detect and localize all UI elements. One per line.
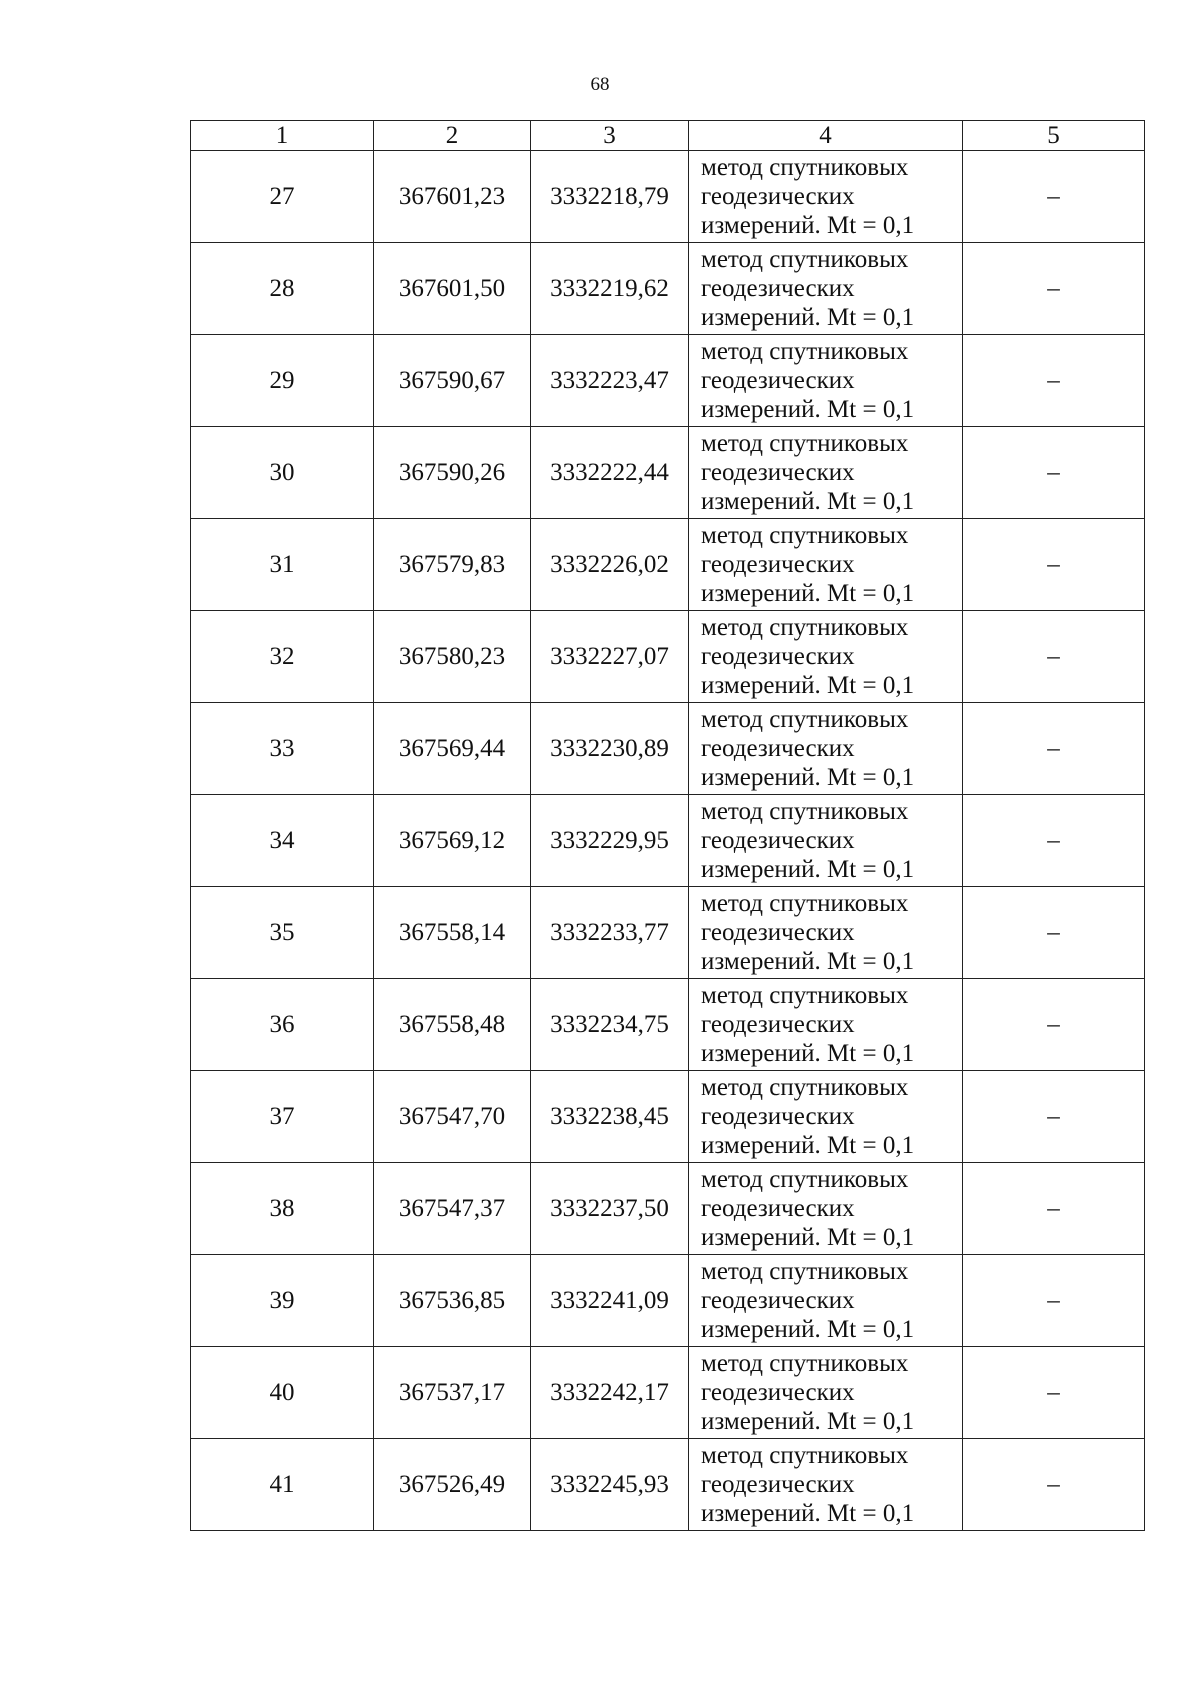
method-text-line: измерений. Mt = 0,1 <box>701 948 915 975</box>
method-text-line: измерений. Mt = 0,1 <box>701 580 915 607</box>
method-text-line: метод спутниковых <box>701 614 909 641</box>
table-row <box>191 979 1145 1071</box>
x-coordinate-cell: 367580,23 <box>374 611 531 703</box>
point-number-cell: 28 <box>191 243 374 335</box>
page-number: 68 <box>590 74 610 95</box>
x-coordinate-cell: 367537,17 <box>374 1347 531 1439</box>
method-text-line: метод спутниковых <box>701 1442 909 1469</box>
method-text-line: измерений. Mt = 0,1 <box>701 304 915 331</box>
table-row <box>191 1347 1145 1439</box>
point-number-cell: 40 <box>191 1347 374 1439</box>
table-row <box>191 1071 1145 1163</box>
y-coordinate-cell: 3332233,77 <box>531 887 689 979</box>
note-cell: – <box>963 795 1145 887</box>
method-text-line: измерений. Mt = 0,1 <box>701 1408 915 1435</box>
column-header-5: 5 <box>963 121 1145 151</box>
y-coordinate-cell: 3332229,95 <box>531 795 689 887</box>
y-coordinate-cell: 3332237,50 <box>531 1163 689 1255</box>
table-row <box>191 151 1145 243</box>
table-row <box>191 243 1145 335</box>
note-cell: – <box>963 519 1145 611</box>
column-header-3: 3 <box>531 121 689 151</box>
note-cell: – <box>963 1071 1145 1163</box>
table-row <box>191 703 1145 795</box>
x-coordinate-cell: 367569,12 <box>374 795 531 887</box>
point-number-cell: 34 <box>191 795 374 887</box>
point-number-cell: 30 <box>191 427 374 519</box>
note-cell: – <box>963 1439 1145 1531</box>
y-coordinate-cell: 3332230,89 <box>531 703 689 795</box>
x-coordinate-cell: 367590,26 <box>374 427 531 519</box>
method-text-line: метод спутниковых <box>701 1166 909 1193</box>
y-coordinate-cell: 3332219,62 <box>531 243 689 335</box>
note-cell: – <box>963 703 1145 795</box>
x-coordinate-cell: 367579,83 <box>374 519 531 611</box>
y-coordinate-cell: 3332218,79 <box>531 151 689 243</box>
table-row <box>191 1439 1145 1531</box>
method-text-line: метод спутниковых <box>701 154 909 181</box>
method-text-line: измерений. Mt = 0,1 <box>701 1500 915 1527</box>
method-cell <box>689 1347 963 1439</box>
method-text-line: метод спутниковых <box>701 1074 909 1101</box>
point-number-cell: 27 <box>191 151 374 243</box>
method-cell <box>689 1439 963 1531</box>
note-cell: – <box>963 427 1145 519</box>
point-number-cell: 33 <box>191 703 374 795</box>
y-coordinate-cell: 3332245,93 <box>531 1439 689 1531</box>
method-cell <box>689 427 963 519</box>
point-number-cell: 36 <box>191 979 374 1071</box>
table-row <box>191 795 1145 887</box>
method-cell <box>689 887 963 979</box>
column-header-1: 1 <box>191 121 374 151</box>
method-text-line: метод спутниковых <box>701 430 909 457</box>
method-text-line: геодезических <box>701 1011 855 1038</box>
method-text-line: измерений. Mt = 0,1 <box>701 1316 915 1343</box>
y-coordinate-cell: 3332223,47 <box>531 335 689 427</box>
note-cell: – <box>963 243 1145 335</box>
x-coordinate-cell: 367569,44 <box>374 703 531 795</box>
method-text-line: метод спутниковых <box>701 982 909 1009</box>
point-number-cell: 38 <box>191 1163 374 1255</box>
method-cell <box>689 979 963 1071</box>
method-text-line: метод спутниковых <box>701 798 909 825</box>
method-text-line: геодезических <box>701 1103 855 1130</box>
point-number-cell: 37 <box>191 1071 374 1163</box>
point-number-cell: 41 <box>191 1439 374 1531</box>
y-coordinate-cell: 3332226,02 <box>531 519 689 611</box>
point-number-cell: 32 <box>191 611 374 703</box>
y-coordinate-cell: 3332234,75 <box>531 979 689 1071</box>
method-cell <box>689 243 963 335</box>
note-cell: – <box>963 1255 1145 1347</box>
method-cell <box>689 1071 963 1163</box>
point-number-cell: 39 <box>191 1255 374 1347</box>
y-coordinate-cell: 3332222,44 <box>531 427 689 519</box>
method-text-line: измерений. Mt = 0,1 <box>701 764 915 791</box>
method-cell <box>689 151 963 243</box>
method-text-line: геодезических <box>701 275 855 302</box>
method-text-line: геодезических <box>701 827 855 854</box>
y-coordinate-cell: 3332242,17 <box>531 1347 689 1439</box>
method-text-line: геодезических <box>701 1471 855 1498</box>
point-number-cell: 29 <box>191 335 374 427</box>
method-text-line: геодезических <box>701 551 855 578</box>
method-text-line: метод спутниковых <box>701 890 909 917</box>
method-text-line: геодезических <box>701 1195 855 1222</box>
method-cell <box>689 1255 963 1347</box>
method-text-line: метод спутниковых <box>701 338 909 365</box>
method-text-line: метод спутниковых <box>701 1258 909 1285</box>
column-header-2: 2 <box>374 121 531 151</box>
method-text-line: измерений. Mt = 0,1 <box>701 1132 915 1159</box>
x-coordinate-cell: 367547,70 <box>374 1071 531 1163</box>
x-coordinate-cell: 367547,37 <box>374 1163 531 1255</box>
method-text-line: геодезических <box>701 643 855 670</box>
note-cell: – <box>963 335 1145 427</box>
note-cell: – <box>963 611 1145 703</box>
method-text-line: геодезических <box>701 1379 855 1406</box>
note-cell: – <box>963 979 1145 1071</box>
x-coordinate-cell: 367558,48 <box>374 979 531 1071</box>
point-number-cell: 31 <box>191 519 374 611</box>
table-row <box>191 427 1145 519</box>
method-text-line: метод спутниковых <box>701 706 909 733</box>
method-cell <box>689 611 963 703</box>
coordinates-table <box>190 120 1145 1531</box>
x-coordinate-cell: 367558,14 <box>374 887 531 979</box>
method-text-line: измерений. Mt = 0,1 <box>701 212 915 239</box>
table-row <box>191 519 1145 611</box>
method-cell <box>689 1163 963 1255</box>
method-cell <box>689 703 963 795</box>
x-coordinate-cell: 367590,67 <box>374 335 531 427</box>
method-text-line: метод спутниковых <box>701 1350 909 1377</box>
method-text-line: геодезических <box>701 459 855 486</box>
method-text-line: геодезических <box>701 735 855 762</box>
note-cell: – <box>963 1163 1145 1255</box>
method-text-line: метод спутниковых <box>701 246 909 273</box>
x-coordinate-cell: 367601,50 <box>374 243 531 335</box>
note-cell: – <box>963 887 1145 979</box>
method-text-line: измерений. Mt = 0,1 <box>701 1040 915 1067</box>
y-coordinate-cell: 3332227,07 <box>531 611 689 703</box>
table-row <box>191 1255 1145 1347</box>
table-row <box>191 335 1145 427</box>
method-text-line: измерений. Mt = 0,1 <box>701 1224 915 1251</box>
x-coordinate-cell: 367536,85 <box>374 1255 531 1347</box>
method-text-line: геодезических <box>701 183 855 210</box>
y-coordinate-cell: 3332238,45 <box>531 1071 689 1163</box>
method-text-line: измерений. Mt = 0,1 <box>701 488 915 515</box>
method-text-line: геодезических <box>701 919 855 946</box>
method-text-line: метод спутниковых <box>701 522 909 549</box>
table-row <box>191 887 1145 979</box>
table-body <box>191 151 1145 1531</box>
method-cell <box>689 795 963 887</box>
table-row <box>191 611 1145 703</box>
x-coordinate-cell: 367526,49 <box>374 1439 531 1531</box>
method-cell <box>689 519 963 611</box>
table-header-row <box>191 121 1145 151</box>
method-text-line: измерений. Mt = 0,1 <box>701 672 915 699</box>
method-text-line: геодезических <box>701 1287 855 1314</box>
method-text-line: измерений. Mt = 0,1 <box>701 396 915 423</box>
y-coordinate-cell: 3332241,09 <box>531 1255 689 1347</box>
x-coordinate-cell: 367601,23 <box>374 151 531 243</box>
method-text-line: геодезических <box>701 367 855 394</box>
note-cell: – <box>963 151 1145 243</box>
method-cell <box>689 335 963 427</box>
point-number-cell: 35 <box>191 887 374 979</box>
method-text-line: измерений. Mt = 0,1 <box>701 856 915 883</box>
table-row <box>191 1163 1145 1255</box>
note-cell: – <box>963 1347 1145 1439</box>
column-header-4: 4 <box>689 121 963 151</box>
